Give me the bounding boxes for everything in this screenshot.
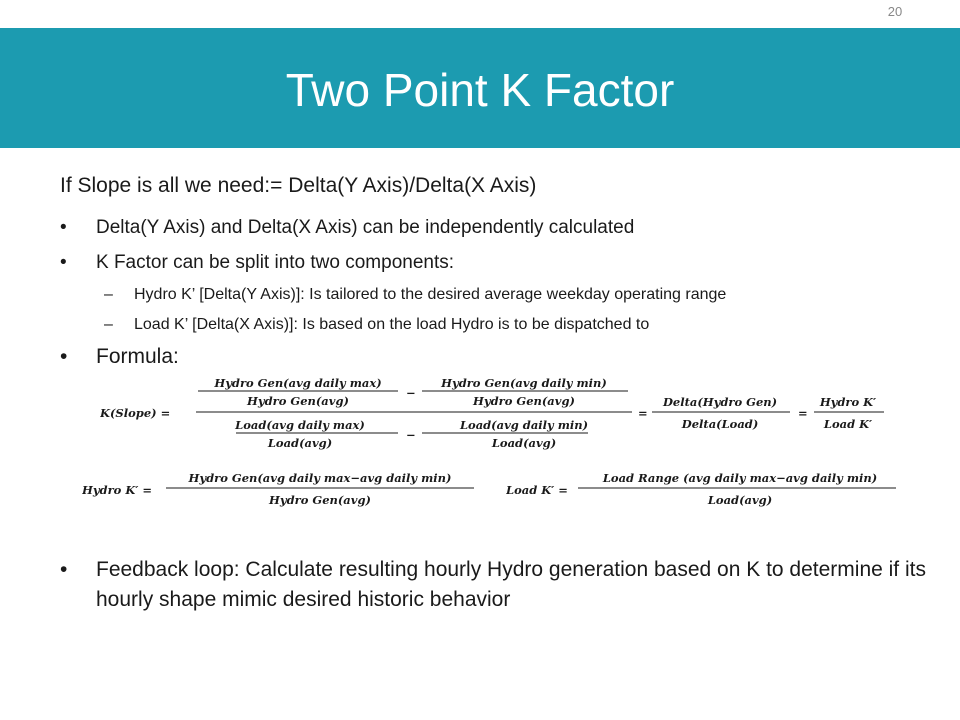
intro-text: If Slope is all we need:= Delta(Y Axis)/Delta(X Axis) xyxy=(60,174,537,197)
formula-rhs-num: Hydro K′ xyxy=(819,395,877,409)
formula-minus: − xyxy=(406,428,416,442)
formula-den-b: Hydro Gen(avg) xyxy=(473,394,575,408)
sub-bullet-text: Load K’ [Delta(X Axis)]: Is based on the load Hydro is to be dispatched to xyxy=(134,316,650,333)
bullet-dot-icon: • xyxy=(60,558,68,581)
formula-load-k xyxy=(506,466,900,512)
formula-num-a: Hydro Gen(avg daily max) xyxy=(214,376,382,390)
dash-icon: – xyxy=(104,286,113,303)
formula-lhs: Hydro K′ = xyxy=(82,483,152,497)
bullet-dot-icon: • xyxy=(60,217,67,238)
bullet-dot-icon: • xyxy=(60,345,68,368)
formula-minus: − xyxy=(406,386,416,400)
formula-den-d: Load(avg) xyxy=(491,436,557,450)
bullet-text: K Factor can be split into two components: xyxy=(96,252,455,273)
formula-num: Hydro Gen(avg daily max−avg daily min) xyxy=(188,471,452,485)
formula-label: Formula: xyxy=(96,345,179,368)
formula-main xyxy=(100,372,900,452)
formula-lhs: K(Slope) = xyxy=(100,406,171,420)
formula-den-a: Hydro Gen(avg) xyxy=(247,394,349,408)
bullet-text: Delta(Y Axis) and Delta(X Axis) can be independently calculated xyxy=(96,217,635,238)
formula-num-c: Load(avg daily max) xyxy=(235,418,365,432)
feedback-text: Feedback loop: Calculate resulting hourly Hydro generation based on K to determine if its hourly shape mimic desired historic behavior xyxy=(96,558,926,611)
formula-num-b: Hydro Gen(avg daily min) xyxy=(441,376,607,390)
formula-num: Load Range (avg daily max−avg daily min) xyxy=(602,471,878,485)
formula-equals: = xyxy=(638,406,648,420)
bullet-dot-icon: • xyxy=(60,252,67,273)
formula-hydro-k xyxy=(82,466,482,512)
dash-icon: – xyxy=(104,316,113,333)
formula-rhs-den: Load K′ xyxy=(823,417,873,431)
formula-equals: = xyxy=(798,406,808,420)
sub-bullet-text: Hydro K’ [Delta(Y Axis)]: Is tailored to the desired average weekday operating range xyxy=(134,286,727,303)
formula-mid-num: Delta(Hydro Gen) xyxy=(662,395,778,409)
slide-number: 20 xyxy=(887,4,903,19)
slide-title: Two Point K Factor xyxy=(285,64,675,116)
formula-den: Load(avg) xyxy=(707,493,773,507)
formula-num-d: Load(avg daily min) xyxy=(459,418,589,432)
formula-mid-den: Delta(Load) xyxy=(681,417,759,431)
formula-den: Hydro Gen(avg) xyxy=(269,493,371,507)
formula-den-c: Load(avg) xyxy=(267,436,333,450)
formula-lhs: Load K′ = xyxy=(506,483,568,497)
